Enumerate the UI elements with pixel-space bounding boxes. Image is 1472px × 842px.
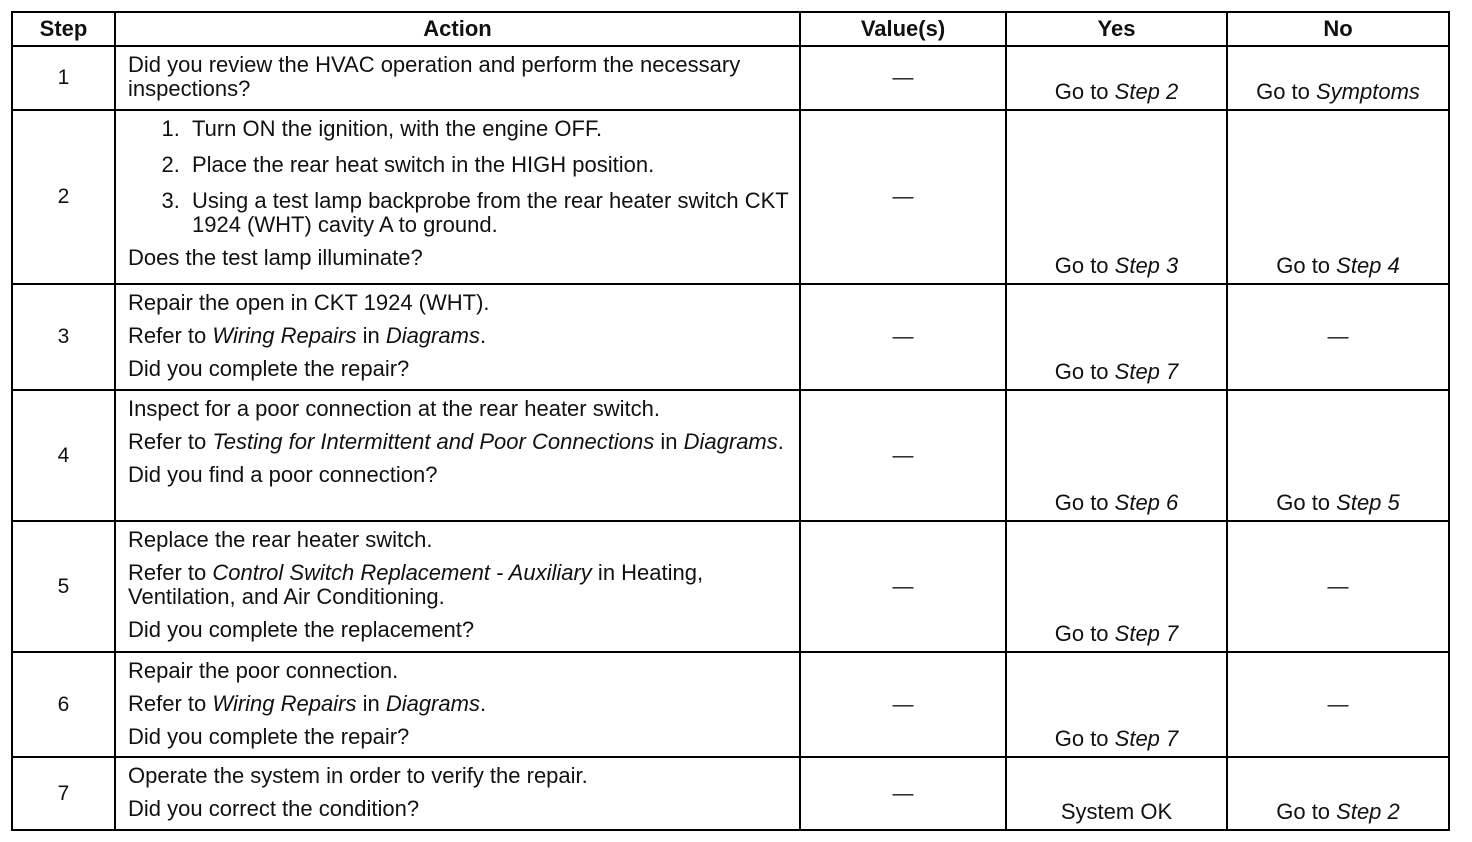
table-row	[12, 110, 1449, 284]
section-reference: Diagrams	[385, 323, 480, 348]
refer-line: Refer to Wiring Repairs in Diagrams.	[128, 323, 487, 348]
action-instruction: Operate the system in order to verify the repair.	[128, 763, 588, 788]
step-reference: Step 6	[1114, 490, 1179, 515]
no-cell: Go to Step 2	[1227, 757, 1449, 830]
yes-cell: Go to Step 3	[1006, 110, 1227, 284]
action-question: Did you correct the condition?	[128, 796, 420, 821]
action-cell	[115, 521, 800, 652]
instruction-item: 3. Using a test lamp backprobe from the rear heater switch CKT 1924 (WHT) cavity A to ground.	[186, 189, 789, 237]
value-cell: —	[800, 521, 1006, 652]
yes-cell: Go to Step 2	[1006, 46, 1227, 110]
step-reference: Step 7	[1114, 359, 1179, 384]
yes-cell: Go to Step 7	[1006, 652, 1227, 757]
step-number: 2	[12, 110, 115, 284]
action-instruction: Repair the poor connection.	[128, 658, 399, 683]
table-row	[12, 284, 1449, 390]
step-number: 6	[12, 652, 115, 757]
value-cell: —	[800, 284, 1006, 390]
no-cell: Go to Step 4	[1227, 110, 1449, 284]
action-question: Did you complete the replacement?	[128, 617, 475, 642]
no-cell: Go to Symptoms	[1227, 46, 1449, 110]
step-number: 3	[12, 284, 115, 390]
value-cell: —	[800, 110, 1006, 284]
document-reference: Testing for Intermittent and Poor Connections	[212, 429, 655, 454]
action-question: Did you find a poor connection?	[128, 462, 438, 487]
action-cell	[115, 652, 800, 757]
no-cell: —	[1227, 652, 1449, 757]
step-reference: Symptoms	[1316, 79, 1420, 104]
action-question: Did you review the HVAC operation and perform the necessary inspections?	[128, 52, 741, 101]
header-no: No	[1227, 12, 1449, 46]
section-reference: Heating, Ventilation, and Air Conditioning	[128, 560, 704, 609]
action-cell	[115, 110, 800, 284]
table-row	[12, 652, 1449, 757]
action-instruction: Inspect for a poor connection at the rear heater switch.	[128, 396, 660, 421]
step-number: 1	[12, 46, 115, 110]
yes-cell: System OK	[1006, 757, 1227, 830]
no-cell: —	[1227, 284, 1449, 390]
action-question: Did you complete the repair?	[128, 724, 410, 749]
action-cell	[115, 390, 800, 521]
step-reference: Step 7	[1114, 621, 1179, 646]
instruction-item: 1. Turn ON the ignition, with the engine OFF.	[186, 117, 789, 141]
action-question: Does the test lamp illuminate?	[128, 245, 423, 270]
value-cell: —	[800, 757, 1006, 830]
step-reference: Step 7	[1114, 726, 1179, 751]
refer-line: Refer to Control Switch Replacement - Auxiliary in Heating, Ventilation, and Air Conditioning.	[128, 560, 704, 609]
document-reference: Wiring Repairs	[212, 323, 357, 348]
step-number: 5	[12, 521, 115, 652]
instruction-item: 2. Place the rear heat switch in the HIGH position.	[186, 153, 789, 177]
table-row	[12, 46, 1449, 110]
document-reference: Wiring Repairs	[212, 691, 357, 716]
table-row	[12, 757, 1449, 830]
no-cell: Go to Step 5	[1227, 390, 1449, 521]
yes-cell: Go to Step 7	[1006, 284, 1227, 390]
header-values: Value(s)	[800, 12, 1006, 46]
header-action: Action	[115, 12, 800, 46]
header-step: Step	[12, 12, 115, 46]
step-reference: Step 5	[1336, 490, 1400, 515]
action-instruction: Replace the rear heater switch.	[128, 527, 433, 552]
action-question: Did you complete the repair?	[128, 356, 410, 381]
action-instruction: Repair the open in CKT 1924 (WHT).	[128, 290, 490, 315]
value-cell: —	[800, 46, 1006, 110]
diagnostic-table	[11, 11, 1450, 831]
step-number: 4	[12, 390, 115, 521]
action-cell	[115, 757, 800, 830]
step-reference: Step 2	[1114, 79, 1179, 104]
table-row	[12, 390, 1449, 521]
action-cell	[115, 284, 800, 390]
section-reference: Diagrams	[683, 429, 778, 454]
yes-cell: Go to Step 6	[1006, 390, 1227, 521]
refer-line: Refer to Testing for Intermittent and Poor Connections in Diagrams.	[128, 429, 784, 454]
action-cell	[115, 46, 800, 110]
instruction-list	[128, 117, 789, 237]
step-reference: Step 4	[1336, 253, 1400, 278]
step-reference: Step 2	[1336, 799, 1400, 824]
header-row	[12, 12, 1449, 46]
yes-cell: Go to Step 7	[1006, 521, 1227, 652]
no-cell: —	[1227, 521, 1449, 652]
refer-line: Refer to Wiring Repairs in Diagrams.	[128, 691, 487, 716]
value-cell: —	[800, 390, 1006, 521]
table-row	[12, 521, 1449, 652]
header-yes: Yes	[1006, 12, 1227, 46]
document-reference: Control Switch Replacement - Auxiliary	[212, 560, 592, 585]
value-cell: —	[800, 652, 1006, 757]
step-reference: Step 3	[1114, 253, 1179, 278]
step-number: 7	[12, 757, 115, 830]
section-reference: Diagrams	[385, 691, 480, 716]
